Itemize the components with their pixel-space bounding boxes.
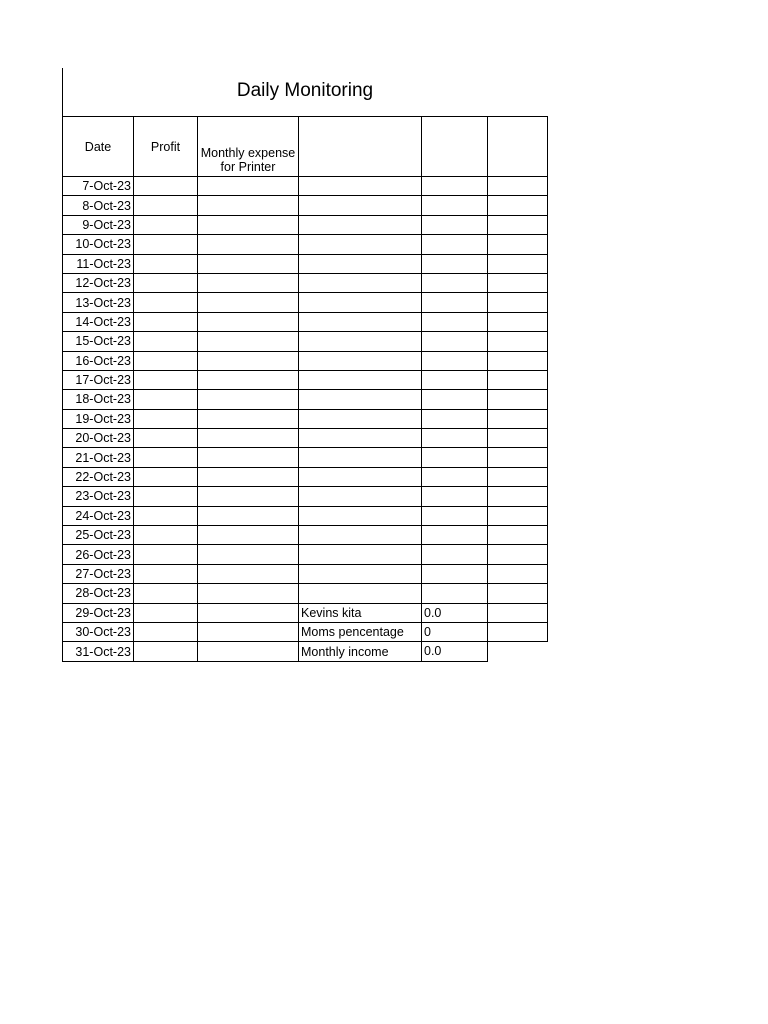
- blank-cell[interactable]: [422, 584, 488, 603]
- date-cell[interactable]: 7-Oct-23: [63, 177, 134, 196]
- date-cell[interactable]: 20-Oct-23: [63, 429, 134, 448]
- profit-cell[interactable]: [134, 370, 198, 389]
- table-row: [63, 487, 548, 506]
- header-blank-5: [422, 117, 488, 177]
- expense-cell[interactable]: [198, 526, 299, 545]
- blank-cell[interactable]: [422, 545, 488, 564]
- blank-cell[interactable]: [488, 564, 548, 583]
- sheet-title: Daily Monitoring: [236, 80, 374, 101]
- profit-cell[interactable]: [134, 603, 198, 622]
- date-cell[interactable]: 27-Oct-23: [63, 564, 134, 583]
- profit-cell[interactable]: [134, 254, 198, 273]
- blank-cell[interactable]: [488, 448, 548, 467]
- expense-cell[interactable]: [198, 235, 299, 254]
- expense-cell[interactable]: [198, 293, 299, 312]
- date-cell[interactable]: 25-Oct-23: [63, 526, 134, 545]
- blank-cell[interactable]: [299, 545, 422, 564]
- blank-cell[interactable]: [488, 254, 548, 273]
- table-row: [63, 526, 548, 545]
- blank-cell[interactable]: [488, 370, 548, 389]
- expense-cell[interactable]: [198, 603, 299, 622]
- blank-cell[interactable]: [422, 429, 488, 448]
- header-blank-4: [299, 117, 422, 177]
- date-cell[interactable]: 26-Oct-23: [63, 545, 134, 564]
- profit-cell[interactable]: [134, 622, 198, 641]
- blank-cell[interactable]: [422, 177, 488, 196]
- blank-cell[interactable]: [488, 642, 548, 661]
- blank-cell[interactable]: [422, 351, 488, 370]
- blank-cell[interactable]: [422, 196, 488, 215]
- blank-cell[interactable]: [488, 196, 548, 215]
- date-cell[interactable]: 21-Oct-23: [63, 448, 134, 467]
- table-row: [63, 177, 548, 196]
- date-cell[interactable]: 22-Oct-23: [63, 467, 134, 486]
- expense-cell[interactable]: [198, 312, 299, 331]
- date-cell[interactable]: 23-Oct-23: [63, 487, 134, 506]
- blank-cell[interactable]: [488, 332, 548, 351]
- profit-cell[interactable]: [134, 642, 198, 661]
- table-row: [63, 409, 548, 428]
- date-cell[interactable]: 12-Oct-23: [63, 273, 134, 292]
- blank-cell[interactable]: [488, 545, 548, 564]
- blank-cell[interactable]: [422, 409, 488, 428]
- blank-cell[interactable]: [299, 564, 422, 583]
- table-row: [63, 351, 548, 370]
- date-cell[interactable]: 8-Oct-23: [63, 196, 134, 215]
- date-cell[interactable]: 13-Oct-23: [63, 293, 134, 312]
- table-row: [63, 506, 548, 525]
- blank-cell[interactable]: [422, 312, 488, 331]
- expense-cell[interactable]: [198, 545, 299, 564]
- expense-cell[interactable]: [198, 467, 299, 486]
- expense-cell[interactable]: [198, 370, 299, 389]
- expense-cell[interactable]: [198, 487, 299, 506]
- table-row: [63, 584, 548, 603]
- date-cell[interactable]: 16-Oct-23: [63, 351, 134, 370]
- blank-cell[interactable]: [422, 370, 488, 389]
- blank-cell[interactable]: [488, 622, 548, 641]
- blank-cell[interactable]: [488, 429, 548, 448]
- date-cell[interactable]: 18-Oct-23: [63, 390, 134, 409]
- profit-cell[interactable]: [134, 390, 198, 409]
- blank-cell[interactable]: [299, 584, 422, 603]
- table-row: [63, 545, 548, 564]
- expense-cell[interactable]: [198, 215, 299, 234]
- blank-cell[interactable]: [488, 506, 548, 525]
- expense-cell[interactable]: [198, 506, 299, 525]
- date-cell[interactable]: 9-Oct-23: [63, 215, 134, 234]
- blank-cell[interactable]: [488, 603, 548, 622]
- blank-cell[interactable]: [299, 254, 422, 273]
- profit-cell[interactable]: [134, 506, 198, 525]
- table-row: [63, 370, 548, 389]
- expense-cell[interactable]: [198, 564, 299, 583]
- expense-cell[interactable]: [198, 177, 299, 196]
- expense-cell[interactable]: [198, 622, 299, 641]
- profit-cell[interactable]: [134, 487, 198, 506]
- expense-cell[interactable]: [198, 351, 299, 370]
- blank-cell[interactable]: [299, 526, 422, 545]
- profit-cell[interactable]: [134, 215, 198, 234]
- blank-cell[interactable]: [488, 409, 548, 428]
- profit-cell[interactable]: [134, 467, 198, 486]
- summary-label[interactable]: Moms pencentage: [299, 622, 422, 641]
- blank-cell[interactable]: [299, 312, 422, 331]
- header-blank-6: [488, 117, 548, 177]
- expense-cell[interactable]: [198, 409, 299, 428]
- blank-cell[interactable]: [488, 235, 548, 254]
- profit-cell[interactable]: [134, 448, 198, 467]
- blank-cell[interactable]: [422, 293, 488, 312]
- expense-cell[interactable]: [198, 429, 299, 448]
- profit-cell[interactable]: [134, 584, 198, 603]
- blank-cell[interactable]: [299, 196, 422, 215]
- summary-value[interactable]: 0: [422, 622, 488, 641]
- date-cell[interactable]: 30-Oct-23: [63, 622, 134, 641]
- summary-label[interactable]: Kevins kita: [299, 603, 422, 622]
- blank-cell[interactable]: [422, 215, 488, 234]
- blank-cell[interactable]: [422, 526, 488, 545]
- table-row: [63, 254, 548, 273]
- table-row: [63, 622, 548, 641]
- blank-cell[interactable]: [488, 177, 548, 196]
- blank-cell[interactable]: [488, 390, 548, 409]
- date-cell[interactable]: 19-Oct-23: [63, 409, 134, 428]
- header-profit: Profit: [134, 117, 198, 177]
- blank-cell[interactable]: [299, 448, 422, 467]
- blank-cell[interactable]: [488, 351, 548, 370]
- blank-cell[interactable]: [422, 254, 488, 273]
- table-row: [63, 196, 548, 215]
- expense-cell[interactable]: [198, 254, 299, 273]
- profit-cell[interactable]: [134, 429, 198, 448]
- date-cell[interactable]: 17-Oct-23: [63, 370, 134, 389]
- blank-cell[interactable]: [422, 390, 488, 409]
- header-date: Date: [63, 117, 134, 177]
- blank-cell[interactable]: [299, 390, 422, 409]
- blank-cell[interactable]: [422, 564, 488, 583]
- date-cell[interactable]: 24-Oct-23: [63, 506, 134, 525]
- blank-cell[interactable]: [299, 467, 422, 486]
- blank-cell[interactable]: [299, 215, 422, 234]
- blank-cell[interactable]: [299, 370, 422, 389]
- table-row: [63, 312, 548, 331]
- expense-cell[interactable]: [198, 273, 299, 292]
- profit-cell[interactable]: [134, 177, 198, 196]
- profit-cell[interactable]: [134, 293, 198, 312]
- expense-cell[interactable]: [198, 584, 299, 603]
- blank-cell[interactable]: [422, 506, 488, 525]
- header-row: [63, 117, 548, 177]
- blank-cell[interactable]: [299, 409, 422, 428]
- profit-cell[interactable]: [134, 545, 198, 564]
- profit-cell[interactable]: [134, 273, 198, 292]
- summary-value[interactable]: 0.0: [422, 642, 488, 661]
- expense-cell[interactable]: [198, 390, 299, 409]
- date-cell[interactable]: 28-Oct-23: [63, 584, 134, 603]
- date-cell[interactable]: 11-Oct-23: [63, 254, 134, 273]
- blank-cell[interactable]: [488, 584, 548, 603]
- date-cell[interactable]: 15-Oct-23: [63, 332, 134, 351]
- blank-cell[interactable]: [422, 467, 488, 486]
- table-row: [63, 564, 548, 583]
- table-row: [63, 332, 548, 351]
- table-row: [63, 390, 548, 409]
- profit-cell[interactable]: [134, 351, 198, 370]
- expense-cell[interactable]: [198, 642, 299, 661]
- blank-cell[interactable]: [299, 273, 422, 292]
- table-row: [63, 215, 548, 234]
- blank-cell[interactable]: [299, 235, 422, 254]
- profit-cell[interactable]: [134, 312, 198, 331]
- blank-cell[interactable]: [488, 215, 548, 234]
- table-row: [63, 429, 548, 448]
- table-row: [63, 642, 548, 661]
- blank-cell[interactable]: [299, 506, 422, 525]
- table-row: [63, 273, 548, 292]
- profit-cell[interactable]: [134, 235, 198, 254]
- blank-cell[interactable]: [422, 235, 488, 254]
- date-cell[interactable]: 29-Oct-23: [63, 603, 134, 622]
- blank-cell[interactable]: [299, 487, 422, 506]
- profit-cell[interactable]: [134, 332, 198, 351]
- expense-cell[interactable]: [198, 448, 299, 467]
- expense-cell[interactable]: [198, 196, 299, 215]
- blank-cell[interactable]: [299, 351, 422, 370]
- monitoring-table: [62, 116, 548, 662]
- table-row: [63, 448, 548, 467]
- date-cell[interactable]: 14-Oct-23: [63, 312, 134, 331]
- blank-cell[interactable]: [422, 332, 488, 351]
- blank-cell[interactable]: [488, 273, 548, 292]
- profit-cell[interactable]: [134, 526, 198, 545]
- blank-cell[interactable]: [488, 293, 548, 312]
- blank-cell[interactable]: [299, 429, 422, 448]
- blank-cell[interactable]: [299, 177, 422, 196]
- blank-cell[interactable]: [488, 312, 548, 331]
- blank-cell[interactable]: [422, 448, 488, 467]
- blank-cell[interactable]: [299, 332, 422, 351]
- profit-cell[interactable]: [134, 196, 198, 215]
- date-cell[interactable]: 10-Oct-23: [63, 235, 134, 254]
- table-row: [63, 293, 548, 312]
- table-row: [63, 235, 548, 254]
- blank-cell[interactable]: [422, 273, 488, 292]
- blank-cell[interactable]: [488, 467, 548, 486]
- header-monthly-expense: Monthly expense for Printer: [198, 117, 299, 177]
- expense-cell[interactable]: [198, 332, 299, 351]
- date-cell[interactable]: 31-Oct-23: [63, 642, 134, 661]
- profit-cell[interactable]: [134, 409, 198, 428]
- blank-cell[interactable]: [299, 293, 422, 312]
- summary-label[interactable]: Monthly income: [299, 642, 422, 661]
- table-row: [63, 467, 548, 486]
- table-row: [63, 603, 548, 622]
- profit-cell[interactable]: [134, 564, 198, 583]
- summary-value[interactable]: 0.0: [422, 603, 488, 622]
- blank-cell[interactable]: [422, 487, 488, 506]
- blank-cell[interactable]: [488, 487, 548, 506]
- blank-cell[interactable]: [488, 526, 548, 545]
